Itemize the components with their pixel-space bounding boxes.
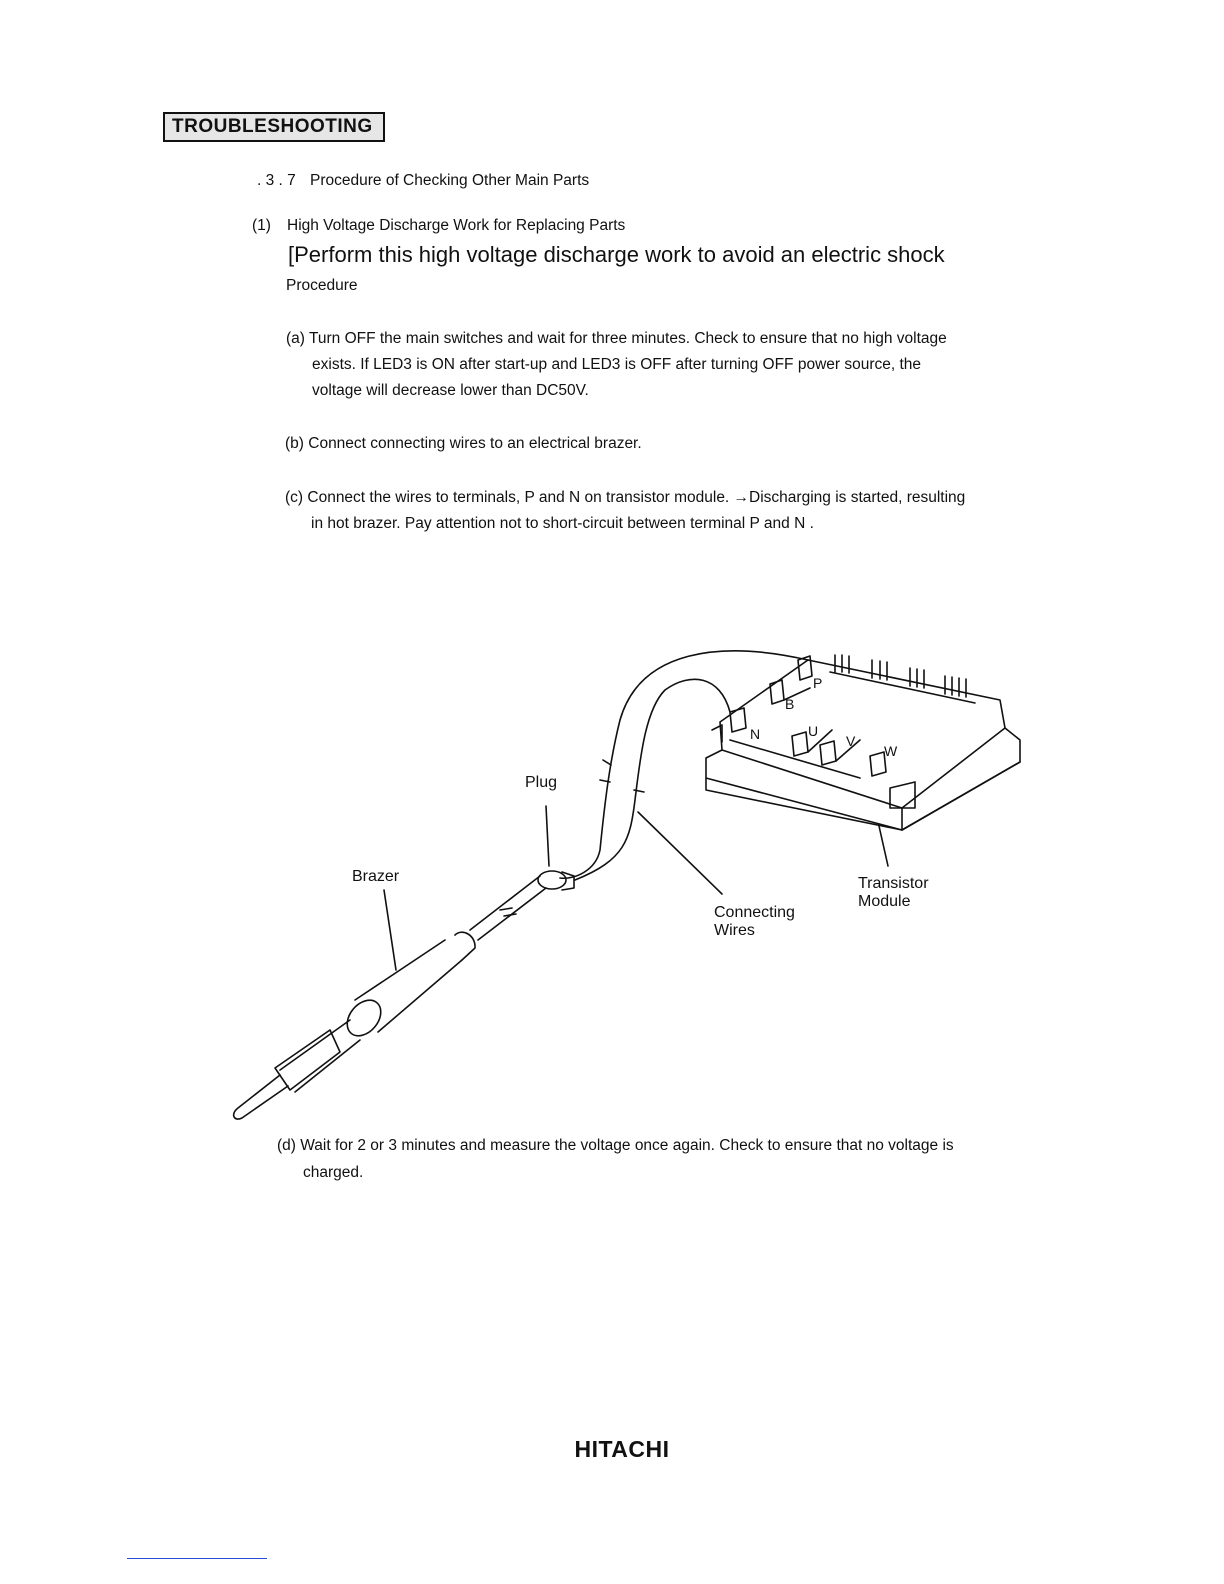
section-number: . 3 . 7: [257, 172, 296, 189]
step-a-line3: voltage will decrease lower than DC50V.: [312, 382, 589, 399]
step-b-line1: (b) Connect connecting wires to an electrical brazer.: [285, 435, 642, 452]
terminal-p-label: P: [813, 675, 823, 691]
step-a-line2: exists. If LED3 is ON after start-up and LED3 is OFF after turning OFF power source, the: [312, 356, 922, 373]
subsection-number: (1): [252, 217, 271, 234]
plug-label: Plug: [525, 774, 558, 791]
connecting-wires-label-2: Wires: [714, 922, 755, 939]
section-title: Procedure of Checking Other Main Parts: [310, 172, 590, 189]
step-a-line1: (a) Turn OFF the main switches and wait for three minutes. Check to ensure that no high voltage: [286, 330, 947, 347]
plug-leader: [546, 806, 549, 866]
brazer-leader: [384, 890, 396, 970]
transistor-module-label-2: Module: [858, 893, 911, 910]
module-leader: [879, 826, 888, 866]
terminal-v-label: V: [846, 733, 856, 749]
terminal-u-label: U: [808, 723, 819, 739]
terminal-n-label: N: [750, 726, 761, 742]
plug: [538, 871, 574, 890]
brazer-cord: [470, 876, 546, 940]
procedure-label: Procedure: [286, 277, 358, 294]
transistor-module-label-1: Transistor: [858, 875, 929, 892]
subsection-title: High Voltage Discharge Work for Replacing Parts: [287, 217, 626, 234]
wires-leader: [638, 812, 722, 894]
brazer-label: Brazer: [352, 868, 400, 885]
brazer: [234, 932, 475, 1119]
footer: [0, 1436, 1224, 1463]
transistor-module: [706, 655, 1020, 830]
step-d-line2: charged.: [303, 1164, 364, 1181]
bottom-rule: [127, 1558, 267, 1559]
page-header-title: TROUBLESHOOTING: [172, 116, 373, 137]
brand-logo: HITACHI: [574, 1436, 670, 1462]
step-d-line1: (d) Wait for 2 or 3 minutes and measure the voltage once again. Check to ensure that no voltage is: [277, 1137, 954, 1154]
step-c-line1: (c) Connect the wires to terminals, P and N on transistor module. →Discharging is started, resulting: [285, 489, 966, 506]
connecting-wires-label-1: Connecting: [714, 904, 795, 921]
terminal-w-label: W: [884, 743, 898, 759]
terminal-b-label: B: [785, 696, 795, 712]
step-c-line2: in hot brazer. Pay attention not to short-circuit between terminal P and N .: [311, 515, 814, 532]
safety-note: [Perform this high voltage discharge work to avoid an electric shock: [288, 242, 945, 267]
